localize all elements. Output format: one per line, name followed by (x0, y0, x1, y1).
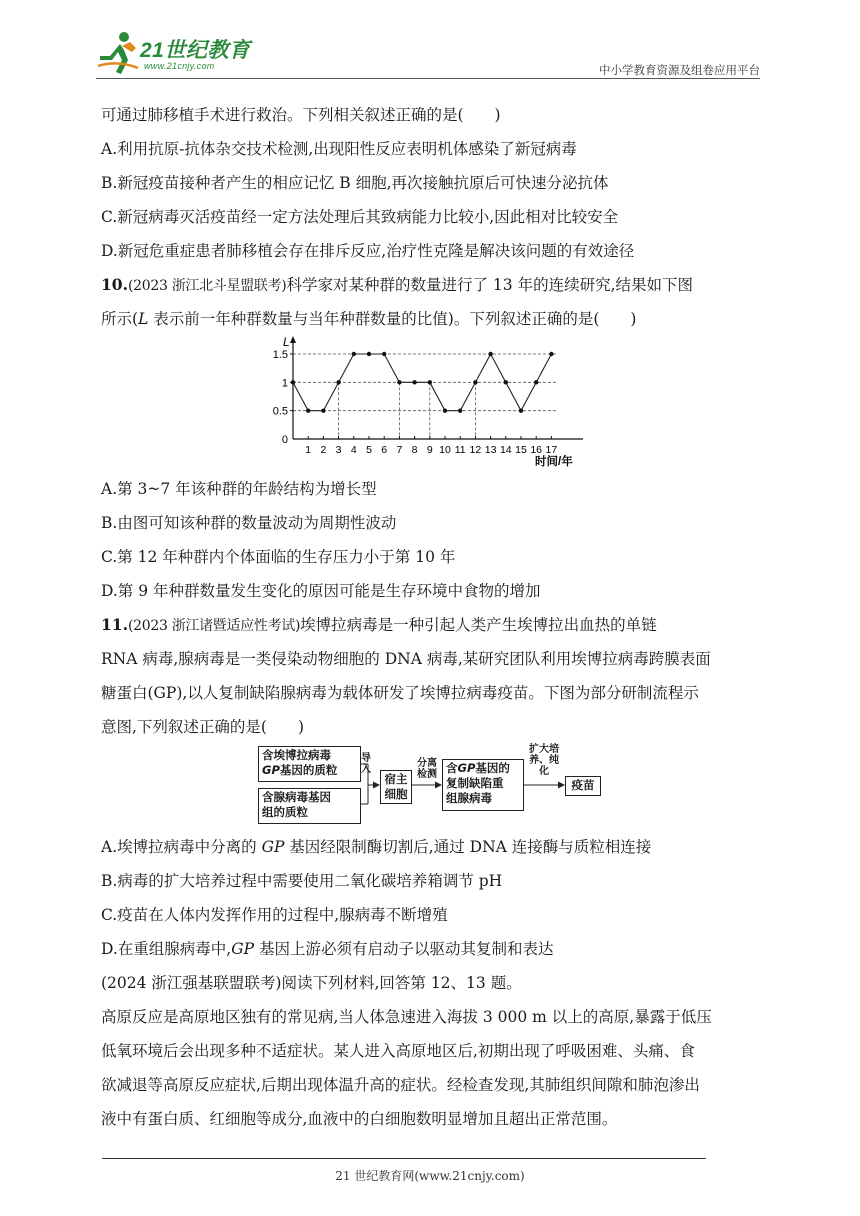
host-cell-box (380, 770, 412, 804)
x-tick-label: 17 (545, 444, 558, 456)
q11-stem-line2: RNA 病毒,腺病毒是一类侵染动物细胞的 DNA 病毒,某研究团队利用埃博拉病毒跨膜表面 (101, 650, 711, 668)
x-tick-label: 10 (439, 444, 451, 456)
adenovirus-plasmid-line2: 组的质粒 (262, 805, 308, 819)
q11-stem-line1 (101, 614, 657, 637)
q10-stem-text2-pre: 所示( (101, 310, 139, 328)
x-axis-label: 时间/年 (535, 456, 573, 468)
arrow-import-label (360, 753, 372, 775)
y-tick-label: 0 (281, 434, 288, 446)
q10-stem-line1 (101, 274, 693, 297)
gp-plasmid-gp: GP (262, 763, 280, 777)
x-tick-label: 4 (350, 444, 357, 456)
arrow-expand-line1: 扩大培 (529, 744, 559, 755)
population-ratio-chart (265, 334, 595, 469)
x-tick-label: 7 (396, 444, 403, 456)
x-tick-label: 3 (335, 444, 342, 456)
vaccine-box (565, 776, 601, 796)
q11-option-d (101, 938, 553, 960)
header-divider (96, 78, 760, 79)
x-tick-label: 6 (381, 444, 388, 456)
q10-option-c: C.第 12 年种群内个体面临的生存压力小于第 10 年 (101, 548, 456, 566)
chart-y-ticks (273, 349, 293, 446)
material-paragraph-line2: 低氧环境后会出现多种不适症状。某人进入高原地区后,初期出现了呼吸困难、头痛、食 (101, 1042, 695, 1060)
arrow-import-text: 导入 (361, 753, 371, 775)
runner-logo-icon (96, 30, 140, 78)
data-point (488, 352, 492, 356)
material-paragraph-line4: 液中有蛋白质、红细胞等成分,血液中的白细胞数明显增加且超出正常范围。 (101, 1110, 618, 1128)
q10-option-a: A.第 3~7 年该种群的年龄结构为增长型 (101, 480, 377, 498)
q11-option-c: C.疫苗在人体内发挥作用的过程中,腺病毒不断增殖 (101, 906, 448, 924)
q9-option-d: D.新冠危重症患者肺移植会存在排斥反应,治疗性克隆是解决该问题的有效途径 (101, 242, 635, 260)
material-paragraph-line1: 高原反应是高原地区独有的常见病,当人体急速进入海拔 3 000 m 以上的高原,暴露于低压 (101, 1008, 712, 1026)
series-line (293, 354, 551, 411)
x-tick-label: 5 (366, 444, 372, 456)
logo-text: 21世纪教育 (140, 39, 251, 62)
material-paragraph-line3: 欲减退等高原反应症状,后期出现体温升高的症状。经检查发现,其肺组织间隙和肺泡渗出 (101, 1076, 700, 1094)
q11-stem-line4: 意图,下列叙述正确的是( ) (101, 718, 305, 736)
data-point (504, 380, 508, 384)
adenovirus-plasmid-line1: 含腺病毒基因 (262, 790, 331, 804)
y-tick-label: 1 (281, 377, 288, 390)
adenovirus-plasmid-box (258, 788, 361, 824)
recombinant-line1-pre: 含 (446, 761, 458, 775)
host-cell-line1: 宿主 (384, 772, 408, 786)
q10-stem-text1: 科学家对某种群的数量进行了 13 年的连续研究,结果如下图 (286, 276, 693, 294)
data-point (397, 380, 401, 384)
page-header (96, 28, 760, 80)
gp-plasmid-line2-text: 基因的质粒 (279, 763, 338, 777)
header-tagline: 中小学教育资源及组卷应用平台 (599, 63, 760, 77)
q9-stem-tail: 可通过肺移植手术进行救治。下列相关叙述正确的是( ) (101, 106, 501, 124)
q11-option-a-pre: A.埃博拉病毒中分离的 (101, 838, 262, 856)
vaccine-flow-diagram (258, 744, 603, 828)
data-point (352, 352, 356, 356)
q11-number: 11. (101, 615, 128, 634)
q10-stem-l-symbol: L (138, 310, 149, 328)
y-tick-label: 0.5 (272, 405, 288, 418)
data-point (382, 352, 386, 356)
arrow-separate-label (413, 758, 441, 780)
data-point (321, 408, 325, 412)
host-cell-line2: 细胞 (384, 787, 408, 801)
recombinant-adenovirus-box (442, 759, 524, 811)
gp-plasmid-box (258, 746, 361, 782)
logo-url: www.21cnjy.com (144, 61, 215, 71)
q10-number: 10. (101, 275, 128, 294)
site-logo[interactable] (96, 28, 266, 80)
recombinant-line2: 复制缺陷重 (446, 776, 504, 790)
data-point (306, 408, 310, 412)
q11-option-d-pre: D.在重组腺病毒中, (101, 940, 232, 958)
x-tick-label: 2 (320, 444, 327, 456)
material-intro: (2024 浙江强基联盟联考)阅读下列材料,回答第 12、13 题。 (101, 974, 522, 992)
x-tick-label: 11 (454, 444, 466, 456)
q11-option-d-post: 基因上游必须有启动子以驱动其复制和表达 (254, 940, 554, 958)
recombinant-line1 (446, 761, 520, 776)
q11-option-b: B.病毒的扩大培养过程中需要使用二氧化碳培养箱调节 pH (101, 872, 503, 890)
q11-option-d-gp: GP (231, 940, 255, 958)
data-point (412, 380, 416, 384)
q11-source: (2023 浙江诸暨适应性考试) (127, 618, 301, 634)
q9-option-a: A.利用抗原-抗体杂交技术检测,出现阳性反应表明机体感染了新冠病毒 (101, 140, 577, 158)
arrow-expand-label (524, 744, 564, 777)
data-point (473, 380, 477, 384)
x-tick-label: 16 (530, 444, 543, 456)
arrow-expand-line3: 化 (539, 766, 549, 777)
q11-stem-line3: 糖蛋白(GP),以人复制缺陷腺病毒为载体研发了埃博拉病毒疫苗。下图为部分研制流程示 (101, 684, 699, 702)
arrow-expand-line2: 养、纯 (529, 755, 559, 766)
q11-option-a-post: 基因经限制酶切割后,通过 DNA 连接酶与质粒相连接 (284, 838, 652, 856)
data-point (367, 352, 371, 356)
footer-divider (102, 1158, 706, 1159)
data-point (549, 352, 553, 356)
gp-plasmid-line2 (262, 763, 357, 778)
x-tick-label: 1 (305, 444, 312, 456)
data-point (336, 380, 340, 384)
recombinant-line3: 组腺病毒 (446, 791, 492, 805)
y-axis-arrow (290, 336, 296, 343)
q10-stem-text2-post: 表示前一年种群数量与当年种群数量的比值)。下列叙述正确的是( ) (148, 310, 637, 328)
x-tick-label: 8 (411, 444, 418, 456)
q11-stem-text1: 埃博拉病毒是一种引起人类产生埃博拉出血热的单链 (300, 616, 657, 634)
data-point (458, 408, 462, 412)
q10-stem-line2 (101, 308, 636, 330)
x-tick-label: 15 (515, 444, 527, 456)
q9-option-c: C.新冠病毒灭活疫苗经一定方法处理后其致病能力比较小,因此相对比较安全 (101, 208, 619, 226)
q11-option-a-gp: GP (261, 838, 285, 856)
recombinant-line1-post: 基因的 (475, 761, 510, 775)
data-point (519, 408, 523, 412)
q11-option-a (101, 836, 651, 858)
q10-option-d: D.第 9 年种群数量发生变化的原因可能是生存环境中食物的增加 (101, 582, 541, 600)
q10-option-b: B.由图可知该种群的数量波动为周期性波动 (101, 514, 397, 532)
x-tick-label: 13 (484, 444, 497, 456)
x-tick-label: 9 (426, 444, 433, 456)
arrow-separate-line1: 分离 (417, 758, 437, 769)
y-tick-label: 1.5 (272, 349, 288, 361)
q10-source: (2023 浙江北斗星盟联考) (127, 278, 287, 294)
y-axis-label: L (283, 335, 290, 349)
data-point (443, 408, 447, 412)
data-point (428, 380, 432, 384)
x-tick-label: 14 (499, 444, 512, 456)
recombinant-gp: GP (457, 761, 476, 775)
vaccine-text: 疫苗 (571, 778, 595, 792)
arrow-separate-line2: 检测 (417, 769, 437, 780)
gp-plasmid-line1: 含埃博拉病毒 (262, 748, 331, 762)
data-point (534, 380, 538, 384)
q9-option-b: B.新冠疫苗接种者产生的相应记忆 B 细胞,再次接触抗原后可快速分泌抗体 (101, 174, 609, 192)
page-footer: 21 世纪教育网(www.21cnjy.com) (335, 1169, 525, 1183)
data-point (291, 380, 295, 384)
x-tick-label: 12 (469, 444, 482, 456)
